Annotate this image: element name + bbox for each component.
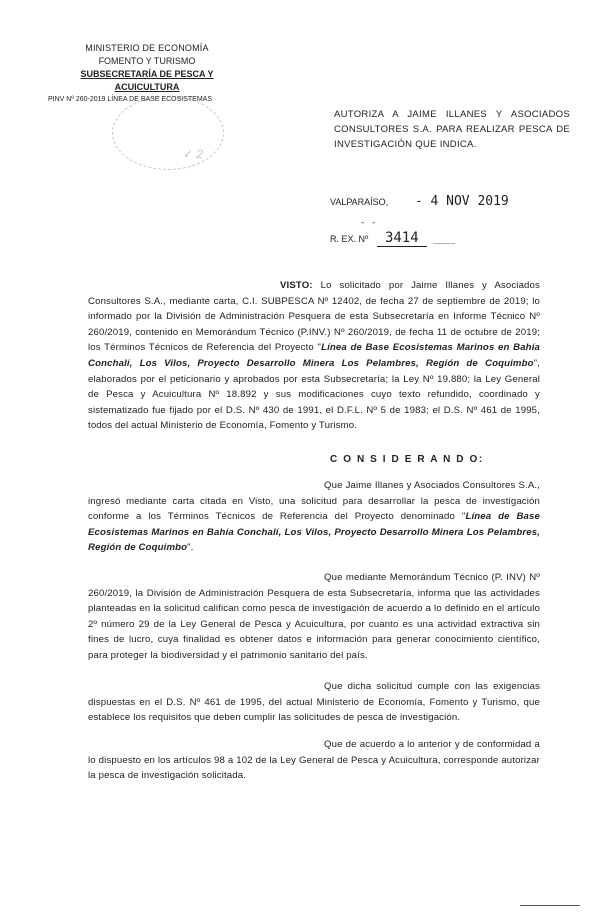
- p4-text: Que de acuerdo a lo anterior y de conformidad a lo dispuesto en los artículos 98 a 102 de la Ley General de Pesca y Acuicultura, corresponde autorizar la pesca de investigación solicitada.: [88, 739, 540, 782]
- visto-paragraph: [88, 278, 540, 434]
- p1-text-a: Que Jaime Illanes y Asociados Consultores S.A., ingresó mediante carta citada en Visto, una solicitud para desarrollar la pesca de investigación conforme a los Términos Técnicos de Referencia del Proyecto denominado ": [88, 480, 540, 523]
- considerando-paragraph-1: [88, 478, 540, 556]
- p1-text-b: ".: [187, 542, 194, 554]
- letterhead: [48, 42, 242, 105]
- visto-text-1: Lo solicitado por Jaime Illanes y Asociados Consultores S.A., mediante carta, C.I. SUBPESCA Nº 12402, de fecha 27 de septiembre de 2019; lo informado por la División de Administración Pesquera de esta Subsecretaría en Informe Técnico Nº 260/2019, contenido en Memorándum Técnico (P.INV.) Nº 260/2019, de fecha 11 de octubre de 2019; los Términos Técnicos de Referencia del Proyecto ": [88, 280, 540, 354]
- file-reference: PINV Nº 260-2019 LÍNEA DE BASE ECOSISTEMAS: [48, 96, 213, 103]
- p1-project-title: Línea de Base Ecosistemas Marinos en Bahía Conchalí, Los Vilos, Proyecto Desarrollo Minera Los Pelambres, Región de Coquimbo: [88, 511, 540, 554]
- footer-rule: [520, 905, 580, 906]
- resolution-number: 3414: [377, 230, 427, 247]
- subsecretaria-name: SUBSECRETARÍA DE PESCA Y ACUICULTURA: [80, 69, 214, 92]
- resolution-ticks: - -: [360, 218, 377, 228]
- visto-project-title: Línea de Base Ecosistemas Marinos en Bahía Conchalí, Los Vilos, Proyecto Desarrollo Minera Los Pelambres, Región de Coquimbo: [88, 342, 540, 369]
- considerando-paragraph-4: [88, 737, 540, 784]
- resolution-subject: AUTORIZA A JAIME ILLANES Y ASOCIADOS CONSULTORES S.A. PARA REALIZAR PESCA DE INVESTIGACIÓN QUE INDICA.: [334, 109, 570, 150]
- p3-text: Que dicha solicitud cumple con las exigencias dispuestas en el D.S. Nº 461 de 1995, del actual Ministerio de Economía, Fomento y Turismo, que establece los requisitos que deben cumplir las solicitudes de pesca de investigación.: [88, 681, 540, 724]
- visto-text-2: ", elaborados por el peticionario y aprobados por esta Subsecretaría; la Ley Nº 19.880; la Ley General de Pesca y Acuicultura Nº 18.892 y sus modificaciones cuyo texto refundido, coordinado y sistematizado fue fijado por el D.S. Nº 430 de 1991, el D.F.L. Nº 5 de 1983; el D.S. Nº 461 de 1995, todos del actual Ministerio de Economía, Fomento y Turismo.: [88, 357, 540, 432]
- place-label: VALPARAÍSO,: [330, 197, 389, 207]
- p2-text: Que mediante Memorándum Técnico (P. INV) Nº 260/2019, la División de Administración Pesquera de esta Subsecretaría, informa que las actividades planteadas en la solicitud califican como pesca de investigación de acuerdo a lo definido en el artículo 2º número 29 de la Ley General de Pesca y Acuicultura, por cuanto es una actividad extractiva sin fines de lucro, cuya finalidad es obtener datos e información para generar conocimiento científico, para proteger la biodiversidad y el patrimonio sanitario del país.: [88, 572, 540, 661]
- considerando-paragraph-2: [88, 570, 540, 664]
- considerando-paragraph-3: [88, 679, 540, 726]
- official-stamp: [112, 96, 224, 170]
- ministry-name: MINISTERIO DE ECONOMÍA: [85, 43, 209, 53]
- visto-heading: VISTO:: [280, 280, 313, 291]
- place-and-date: [330, 194, 509, 209]
- resolution-label: R. EX. Nº: [330, 234, 369, 244]
- signature-mark: ✓ 2: [182, 147, 203, 161]
- considerando-heading: C O N S I D E R A N D O:: [330, 454, 484, 465]
- resolution-number-line: [330, 218, 456, 247]
- date-stamp: - 4 NOV 2019: [414, 194, 509, 209]
- ministry-subtitle: FOMENTO Y TURISMO: [98, 56, 196, 66]
- resolution-trail: ____: [433, 235, 456, 245]
